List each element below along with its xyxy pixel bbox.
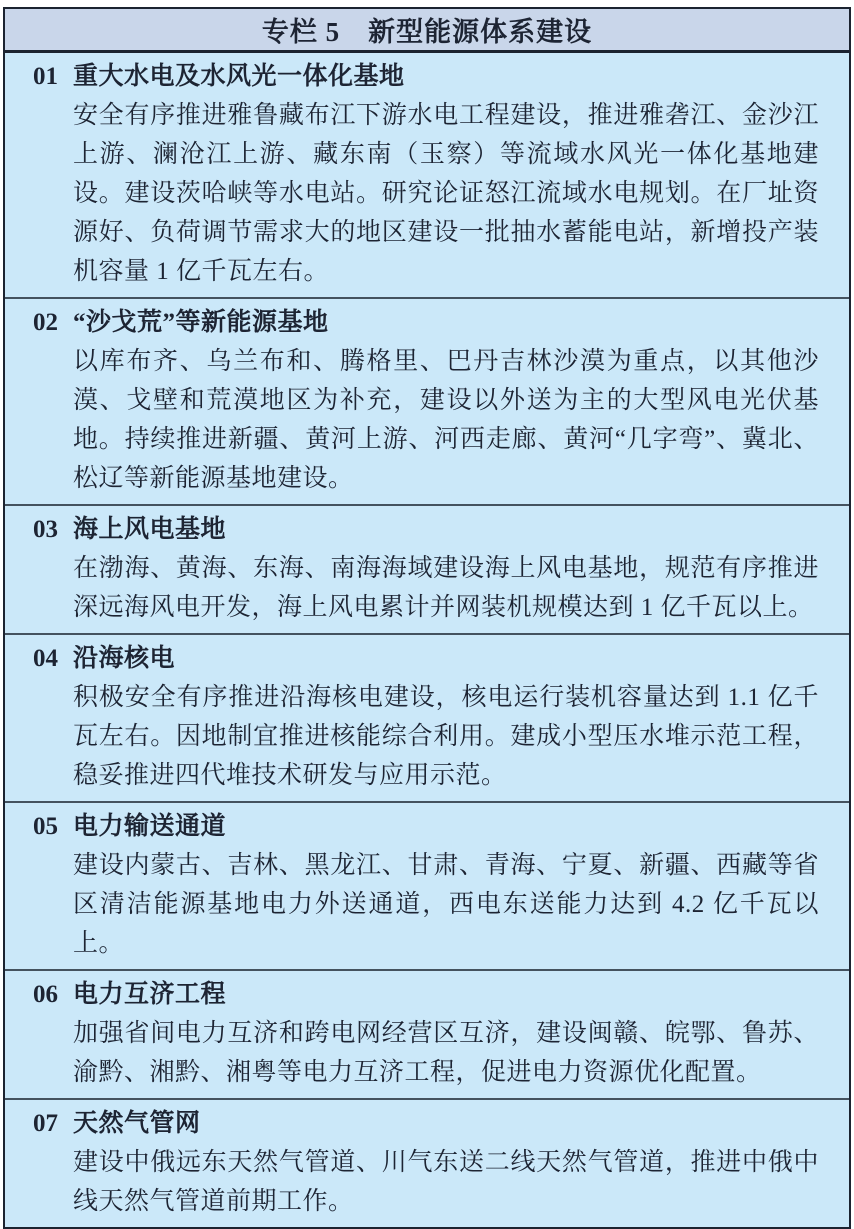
section-row (5, 53, 849, 299)
panel-header (5, 9, 849, 53)
section-body-text: 以库布齐、乌兰布和、腾格里、巴丹吉林沙漠为重点，以其他沙漠、戈壁和荒漠地区为补充，建设以外送为主的大型风电光伏基地。持续推进新疆、黄河上游、河西走廊、黄河“几字弯”、冀北、松辽等新能源基地建设。 (73, 348, 819, 492)
section-head (33, 57, 819, 96)
section-body-text: 安全有序推进雅鲁藏布江下游水电工程建设，推进雅砻江、金沙江上游、澜沧江上游、藏东南（玉察）等流域水风光一体化基地建设。建设茨哈峡等水电站。研究论证怒江流域水电规划。在厂址资源好、负荷调节需求大的地区建设一批抽水蓄能电站，新增投产装机容量 1 亿千瓦左右。 (73, 102, 819, 285)
section-row (5, 971, 849, 1100)
section-body-text: 加强省间电力互济和跨电网经营区互济，建设闽赣、皖鄂、鲁苏、渝黔、湘黔、湘粤等电力互济工程，促进电力资源优化配置。 (73, 1020, 819, 1086)
section-head (33, 807, 819, 846)
section-head (33, 975, 819, 1014)
section-title: 重大水电及水风光一体化基地 (73, 63, 405, 90)
section-number: 02 (33, 309, 58, 336)
section-head (33, 639, 819, 678)
panel (3, 7, 851, 1229)
section-title: 海上风电基地 (73, 516, 227, 543)
section-row (5, 1100, 849, 1227)
section-number: 01 (33, 63, 58, 90)
section-body-text: 在渤海、黄海、东海、南海海域建设海上风电基地，规范有序推进深远海风电开发，海上风电累计并网装机规模达到 1 亿千瓦以上。 (73, 555, 819, 621)
section-body-text: 建设中俄远东天然气管道、川气东送二线天然气管道，推进中俄中线天然气管道前期工作。 (73, 1149, 819, 1215)
section-title: 电力输送通道 (73, 813, 227, 840)
section-body-text: 积极安全有序推进沿海核电建设，核电运行装机容量达到 1.1 亿千瓦左右。因地制宜推进核能综合利用。建成小型压水堆示范工程，稳妥推进四代堆技术研发与应用示范。 (73, 684, 819, 789)
section-title: 电力互济工程 (73, 981, 227, 1008)
section-title: “沙戈荒”等新能源基地 (73, 309, 329, 336)
section-number: 03 (33, 516, 58, 543)
section-row (5, 635, 849, 803)
section-head (33, 303, 819, 342)
panel-title: 专栏 5 新型能源体系建设 (261, 17, 593, 47)
section-number: 04 (33, 645, 58, 672)
section-title: 沿海核电 (73, 645, 176, 672)
section-row (5, 506, 849, 635)
section-head (33, 1104, 819, 1143)
section-body-text: 建设内蒙古、吉林、黑龙江、甘肃、青海、宁夏、新疆、西藏等省区清洁能源基地电力外送通道，西电东送能力达到 4.2 亿千瓦以上。 (73, 852, 819, 957)
section-row (5, 803, 849, 971)
section-row (5, 299, 849, 506)
section-title: 天然气管网 (73, 1110, 201, 1137)
section-number: 06 (33, 981, 58, 1008)
section-number: 07 (33, 1110, 58, 1137)
section-list (5, 53, 849, 1227)
section-number: 05 (33, 813, 58, 840)
section-head (33, 510, 819, 549)
